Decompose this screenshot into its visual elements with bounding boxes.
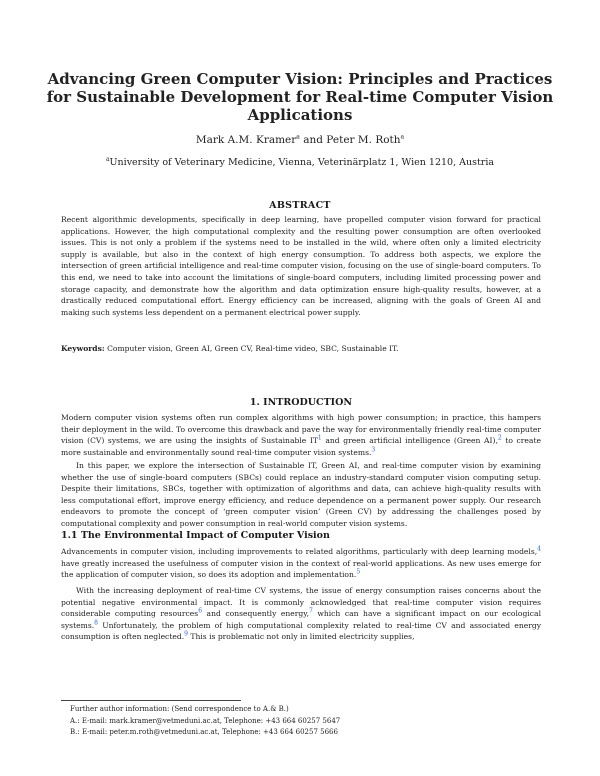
- paragraph-text: have greatly increased the usefulness of computer vision in the context of real-world applications. As new uses emerge for the application of computer vision, so does its adoption and implementation.: [61, 558, 541, 580]
- citation-link[interactable]: 3: [371, 446, 376, 454]
- citation-link[interactable]: 7: [308, 607, 313, 615]
- paragraph-text: This is problematic not only in limited electricity supplies,: [187, 632, 415, 642]
- subsection-paragraph-2: [61, 585, 541, 643]
- citation-link[interactable]: 9: [184, 630, 188, 638]
- paragraph-text: which can have a significant impact on our ecological systems.: [61, 609, 541, 630]
- citation-link[interactable]: 8: [94, 619, 98, 627]
- footnote-line: A.: E-mail: mark.kramer@vetmeduni.ac.at, Telephone: +43 664 60257 5647: [70, 716, 341, 725]
- abstract-text: Recent algorithmic developments, specifically in deep learning, have propelled computer vision forward for practical applications. However, the high computational complexity and the resulting power consumption are often overlooked issues. This is not only a problem if the systems need to be installed in the wild, where often only a limited electricity supply is available, but also in the context of high energy consumption. To address both aspects, we explore the intersection of green artificial intelligence and real-time computer vision, focusing on the use of single-board computers. To this end, we need to take into account the limitations of single-board computers, including limited processing power and storage capacity, and demonstrate how the algorithm and data optimization ensure high-quality results, however, at a drastically reduced computational effort. Energy efficiency can be increased, aligning with the goals of Green AI and making such systems less dependent on a permanent electrical power supply.: [61, 215, 541, 317]
- intro-paragraph-2: In this paper, we explore the intersection of Sustainable IT, Green AI, and real-time computer vision by examining whether the use of single-board computers (SBCs) could replace an industry-standard computer vision computing setup. Despite their limitations, SBCs, together with optimization of algorithms and data, can achieve high-quality results with less computational effort, improve energy efficiency, and reduce dependence on a permanent power supply. Our research endeavors to promote the concept of ‘green computer vision’ (Green CV) by addressing the challenges posed by computational complexity and power consumption in real-world computer vision systems.: [61, 461, 541, 528]
- keywords: [61, 343, 541, 355]
- author-separator: and: [299, 134, 327, 146]
- paragraph-text: to create more sustainable and environmentally sound real-time computer vision systems.: [61, 436, 541, 457]
- paragraph-text: Modern computer vision systems often run complex algorithms with high power consumption; in practice, this hampers their deployment in the wild. To overcome this drawback and pave the way for environmentally friendly real-time computer vision (CV) systems, we are using the insights of Sustainable IT: [61, 413, 541, 446]
- affiliation-marker: a: [400, 133, 405, 141]
- paragraph-text: and green artificial intelligence (Green AI),: [321, 436, 498, 446]
- paragraph-text: Advancements in computer vision, including improvements to related algorithms, particularly with deep learning models,: [61, 547, 538, 556]
- subsection-heading: 1.1 The Environmental Impact of Computer Vision: [61, 530, 330, 541]
- citation-link[interactable]: 5: [356, 568, 361, 576]
- author-name: Mark A.M. Kramer: [195, 134, 297, 146]
- paragraph-text: and consequently energy,: [202, 609, 309, 619]
- section-heading-introduction: 1. INTRODUCTION: [249, 397, 353, 408]
- citation-link[interactable]: 2: [497, 434, 502, 442]
- subsection-paragraph-1: [61, 546, 541, 581]
- abstract-heading: ABSTRACT: [269, 200, 331, 211]
- footnotes: [70, 704, 540, 739]
- affiliation-text: University of Veterinary Medicine, Vienna, Veterinärplatz 1, Wien 1210, Austria: [109, 157, 495, 168]
- keywords-label: Keywords:: [61, 344, 105, 353]
- intro-paragraph-1: [61, 412, 541, 458]
- affiliation-marker: a: [296, 133, 300, 141]
- paper-title: Advancing Green Computer Vision: Principles and Practices for Sustainable Development for Real-time Computer Vision Applications: [46, 70, 554, 124]
- footnote-line: B.: E-mail: peter.m.roth@vetmeduni.ac.at, Telephone: +43 664 60257 5666: [70, 728, 338, 737]
- affiliation: [40, 157, 560, 168]
- citation-link[interactable]: 1: [317, 434, 322, 442]
- paragraph-text: Unfortunately, the problem of high computational complexity related to real-time CV and associated energy consumption is often neglected.: [61, 620, 541, 642]
- footnote-line: Further author information: (Send correspondence to A.& B.): [70, 705, 289, 713]
- affiliation-marker: a: [105, 155, 110, 163]
- author-list: [40, 134, 560, 146]
- keywords-text: Computer vision, Green AI, Green CV, Real-time video, SBC, Sustainable IT.: [104, 344, 399, 353]
- citation-link[interactable]: 4: [537, 545, 541, 553]
- footnote-divider: [61, 700, 241, 701]
- citation-link[interactable]: 6: [198, 607, 203, 615]
- author-name: Peter M. Roth: [326, 134, 401, 146]
- paragraph-text: With the increasing deployment of real-time CV systems, the issue of energy consumption raises concerns about the potential negative environmental impact. It is commonly acknowledged that real-time computer vision requires considerable computing resources: [61, 586, 541, 619]
